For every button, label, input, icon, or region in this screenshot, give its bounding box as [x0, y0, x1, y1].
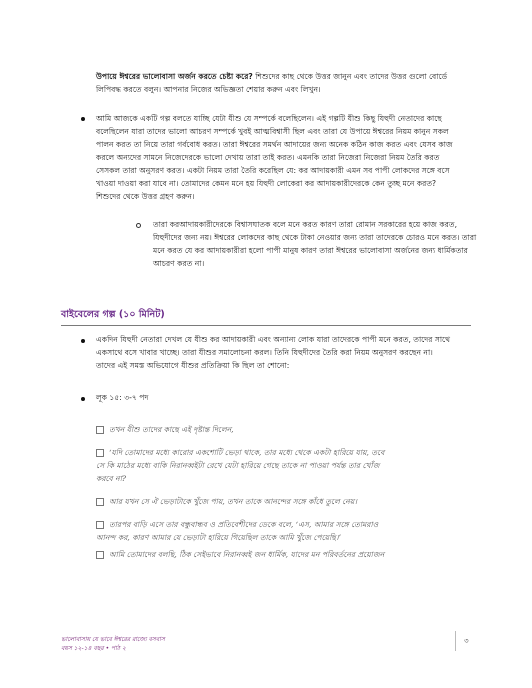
checkbox-icon: [96, 426, 104, 434]
sub-paragraph-line: যিহুদীদের জন্য নয়। ঈশ্বরের লোকদের কাছ থেকে টাকা নেওয়ার জন্য তারা তাদেরকে চোরও মনে করত। তারা: [153, 233, 477, 242]
bullet-marker: [81, 397, 85, 401]
verse-line: তারপর বাড়ি এসে তার বন্ধুবান্ধব ও প্রতিবেশীদের ডেকে বলে, ‘এস, আমার সঙ্গে তোমরাও: [96, 518, 378, 531]
paragraph-line: একদিন যিহুদী নেতারা দেখল যে যীশু কর আদায়কারী এবং অন্যান্য লোক যারা তাদেরকে পাপী মনে করত, তাদের সাথে: [96, 335, 451, 344]
verse-line: তখন যীশু তাদের কাছে এই দৃষ্টান্ত দিলেন,: [96, 423, 234, 436]
heading-underline: [61, 325, 471, 326]
paragraph-line: তাদের এই সমস্ত অভিযোগে যীশুর প্রতিক্রিয়া কি ছিল তা শোনো:: [96, 361, 290, 370]
sub-bullet-marker: [136, 223, 141, 228]
sub-paragraph-line: আচরণ করত না।: [153, 259, 205, 268]
footer-divider: [455, 631, 456, 651]
paragraph-line: পালন করত তা নিয়ে তারা গর্ববোধ করত। তারা ঈশ্বরের সমর্থন আদায়ের জন্য অনেক কঠিন কাজ করত এবং যেসব কাজ: [96, 140, 453, 149]
paragraph-line: একসাথে বসে খাবার খাচ্ছে। তারা যীশুর সমালোচনা করল। তিনি যিহুদীদের তৈরি করা নিয়ম অনুসরণ করছেন না।: [96, 348, 433, 357]
intro-line-1: [96, 70, 447, 83]
verse-line: আমি তোমাদের বলছি, ঠিক সেইভাবে নিরানব্বই জন ধার্মিক, যাদের মন পরিবর্তনের প্রয়োজন: [96, 548, 384, 561]
checkbox-icon: [96, 551, 104, 559]
paragraph-line: বলেছিলেন যারা তাদের ভালো আচরণ সম্পর্কে খুবই আত্মবিশ্বাসী ছিল এবং তারা যে উপায়ে ঈশ্বরের নিয়ম কানুন সকল: [96, 127, 449, 136]
paragraph-line: শিশুদের থেকে উত্তর গ্রহণ করুন।: [96, 192, 195, 201]
checkbox-icon: [96, 449, 104, 457]
verse-line: আর যখন সে ঐ ভেড়াটাকে খুঁজে পায়, তখন তাকে আনন্দের সঙ্গে কাঁধে তুলে নেয়।: [96, 495, 357, 508]
sub-paragraph-line: তারা করআদায়কারীদেরকে বিশ্বাসঘাতক বলে মনে করত কারণ তারা রোমান সরকারের হয়ে কাজ করত,: [153, 220, 457, 229]
paragraph-line: খাওয়া দাওয়া করা যাবে না। তোমাদের কেমন মনে হয় যিহুদী লোকেরা কর আদায়কারীদেরকে কেন তুচ্ছ মনে করত?: [96, 179, 437, 188]
intro-line-2: লিপিবদ্ধ করতে বলুন। আপনার নিজের অভিজ্ঞতা শেয়ার করুন এবং লিখুন।: [96, 85, 321, 94]
sub-paragraph-line: মনে করত যে কর আদায়কারীরা হলো পাপী মানুষ কারণ তারা ঈশ্বরের ভালোবাসা অর্জনের জন্য ধার্মিকতার: [153, 246, 468, 255]
page-number: ৩: [464, 637, 469, 645]
paragraph-line: আমি আজকে একটি গল্প বলতে যাচ্ছি যেটা যীশু যে সম্পর্কে বলেছিলেন। এই গল্পটি যীশু কিছু যিহুদী নেতাদের কাছে: [96, 114, 442, 123]
bullet-marker: [81, 339, 85, 343]
checkbox-icon: [96, 521, 104, 529]
verse-line: আনন্দ কর, কারণ আমার যে ভেড়াটা হারিয়ে গিয়েছিল তাকে আমি খুঁজে পেয়েছি।’: [96, 533, 342, 542]
verse-line: সে কি মাঠের মধ্যে বাকি নিরানব্বইটা রেখে যেটা হারিয়ে গেছে তাকে না পাওয়া পর্যন্ত তার খোঁজ: [96, 461, 380, 470]
footer-subtitle: বয়স ১২-১৪ বছর • পাঠ ২: [61, 645, 126, 652]
verse-line: করবে না?: [96, 474, 126, 483]
checkbox-icon: [96, 498, 104, 506]
bullet-marker: [81, 117, 85, 121]
intro-question: উপায়ে ঈশ্বরের ভালোবাসা অর্জন করতে চেষ্টা করে?: [96, 72, 253, 81]
paragraph-line: করলে অন্যদের সামনে নিজেদেরকে ভালো দেখায় তারা তাই করত। এমনকি তারা নিজেরা নিজেরা নিয়ম তৈরি করত: [96, 153, 440, 162]
intro-instruction: শিশুদের কাছ থেকে উত্তর জানুন এবং তাদের উত্তর গুলো বোর্ডে: [252, 72, 448, 81]
footer-title: ভালোবাসায় যে ভাবে ঈশ্বরের রাজ্যে বসবাস: [61, 636, 165, 643]
verse-line: ‘যদি তোমাদের মধ্যে কারোর একশোটি ভেড়া থাকে, তার মধ্যে থেকে একটা হারিয়ে যায়, তবে: [96, 446, 384, 459]
paragraph-line: সেসকল তারা অনুসরণ করত। একটা নিয়ম তারা তৈরি করেছিল যে: কর আদায়কারী এমন সব পাপী লোকদের সঙ্গে বসে: [96, 166, 450, 175]
section-heading: বাইবেলের গল্প (১০ মিনিট): [61, 309, 165, 320]
scripture-reference: লূক ১৫: ৩-৭ পদ: [96, 393, 149, 402]
